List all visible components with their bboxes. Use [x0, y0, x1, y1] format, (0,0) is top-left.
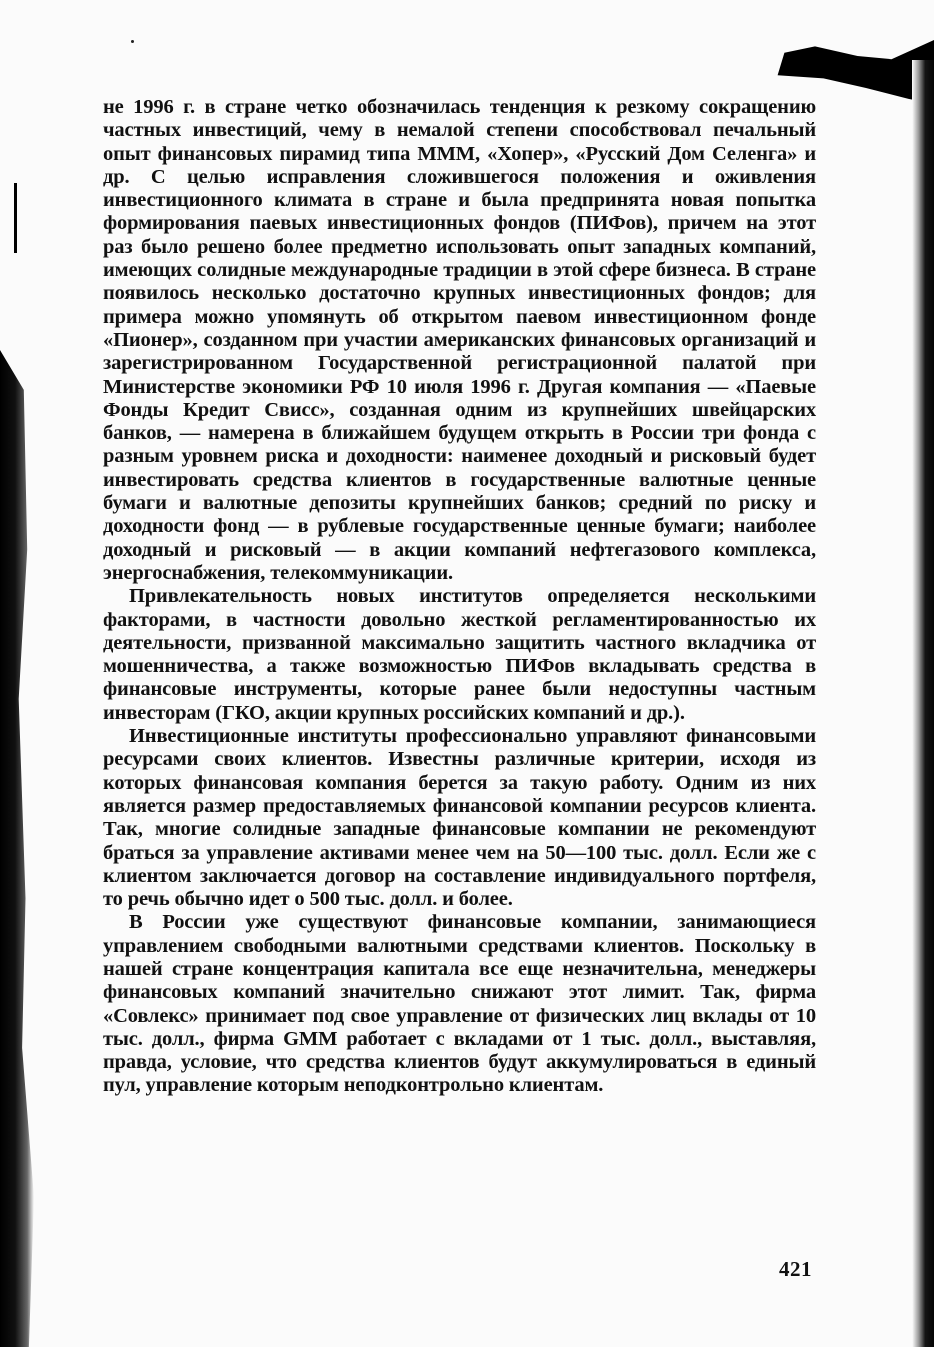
scan-mark-left	[14, 183, 17, 253]
scan-shadow-top-right	[764, 40, 934, 104]
body-text	[103, 96, 816, 1098]
paragraph-1: не 1996 г. в стране четко обозначилась тенденция к резкому сокращению частных инвестиций, чему в немалой степени способствовал печальный опыт финансовых пирамид типа МММ, «Хопер», «Русский Дом Селенга» и др. С целью исправления сложившегося положения и оживления инвестиционного климата в стране и была предпринята новая попытка формирования паевых инвестиционных фондов (ПИФов), причем на этот раз было решено более предметно использовать опыт западных компаний, имеющих солидные международные традиции в этой сфере бизнеса. В стране появилось несколько достаточно крупных инвестиционных фондов; для примера можно упомянуть об открытом паевом инвестиционном фонде «Пионер», созданном при участии американских финансовых организаций и зарегистрированном Государственной регистрационной палатой при Министерстве экономики РФ 10 июля 1996 г. Другая компания — «Паевые Фонды Кредит Свисс», созданная одним из крупнейших швейцарских банков, — намерена в ближайшем будущем открыть в России три фонда с разным уровнем риска и доходности: наименее доходный и рисковый будет инвестировать средства клиентов в государственные валютные ценные бумаги и валютные депозиты крупнейших банков; средний по риску и доходности фонд — в рублевые государственные ценные бумаги; наиболее доходный и рисковый — в акции компаний нефтегазового комплекса, энергоснабжения, телекоммуникации.	[103, 96, 816, 584]
scan-shadow-left-edge	[0, 350, 34, 1347]
scan-shadow-right-edge	[912, 60, 934, 1347]
paragraph-4: В России уже существуют финансовые компании, занимающиеся управлением свободными валютными средствами клиентов. Поскольку в нашей стране концентрация капитала все еще незначительна, менеджеры финансовых компаний значительно снижают этот лимит. Так, фирма «Совлекс» принимает под свое управление от физических лиц вклады от 10 тыс. долл., фирма GMM работает с вкладами от 1 тыс. долл., выставляя, правда, условие, что средства клиентов будут аккумулироваться в единый пул, управление которым неподконтрольно клиентам.	[103, 911, 816, 1097]
scan-speck	[131, 40, 134, 43]
paragraph-2: Привлекательность новых институтов определяется несколькими факторами, в частности довольно жесткой регламентированностью их деятельности, призванной максимально защитить частного вкладчика от мошенничества, а также возможностью ПИФов вкладывать средства в финансовые инструменты, которые ранее были недоступны частным инвесторам (ГКО, акции крупных российских компаний и др.).	[103, 585, 816, 724]
page-number: 421	[779, 1257, 812, 1281]
paragraph-3: Инвестиционные институты профессионально управляют финансовыми ресурсами своих клиентов. Известны различные критерии, исходя из которых финансовая компания берется за такую работу. Одним из них является размер предоставляемых финансовой компании ресурсов клиента. Так, многие солидные западные финансовые компании не рекомендуют браться за управление активами менее чем на 50—100 тыс. долл. Если же с клиентом заключается договор на составление индивидуального портфеля, то речь обычно идет о 500 тыс. долл. и более.	[103, 725, 816, 911]
